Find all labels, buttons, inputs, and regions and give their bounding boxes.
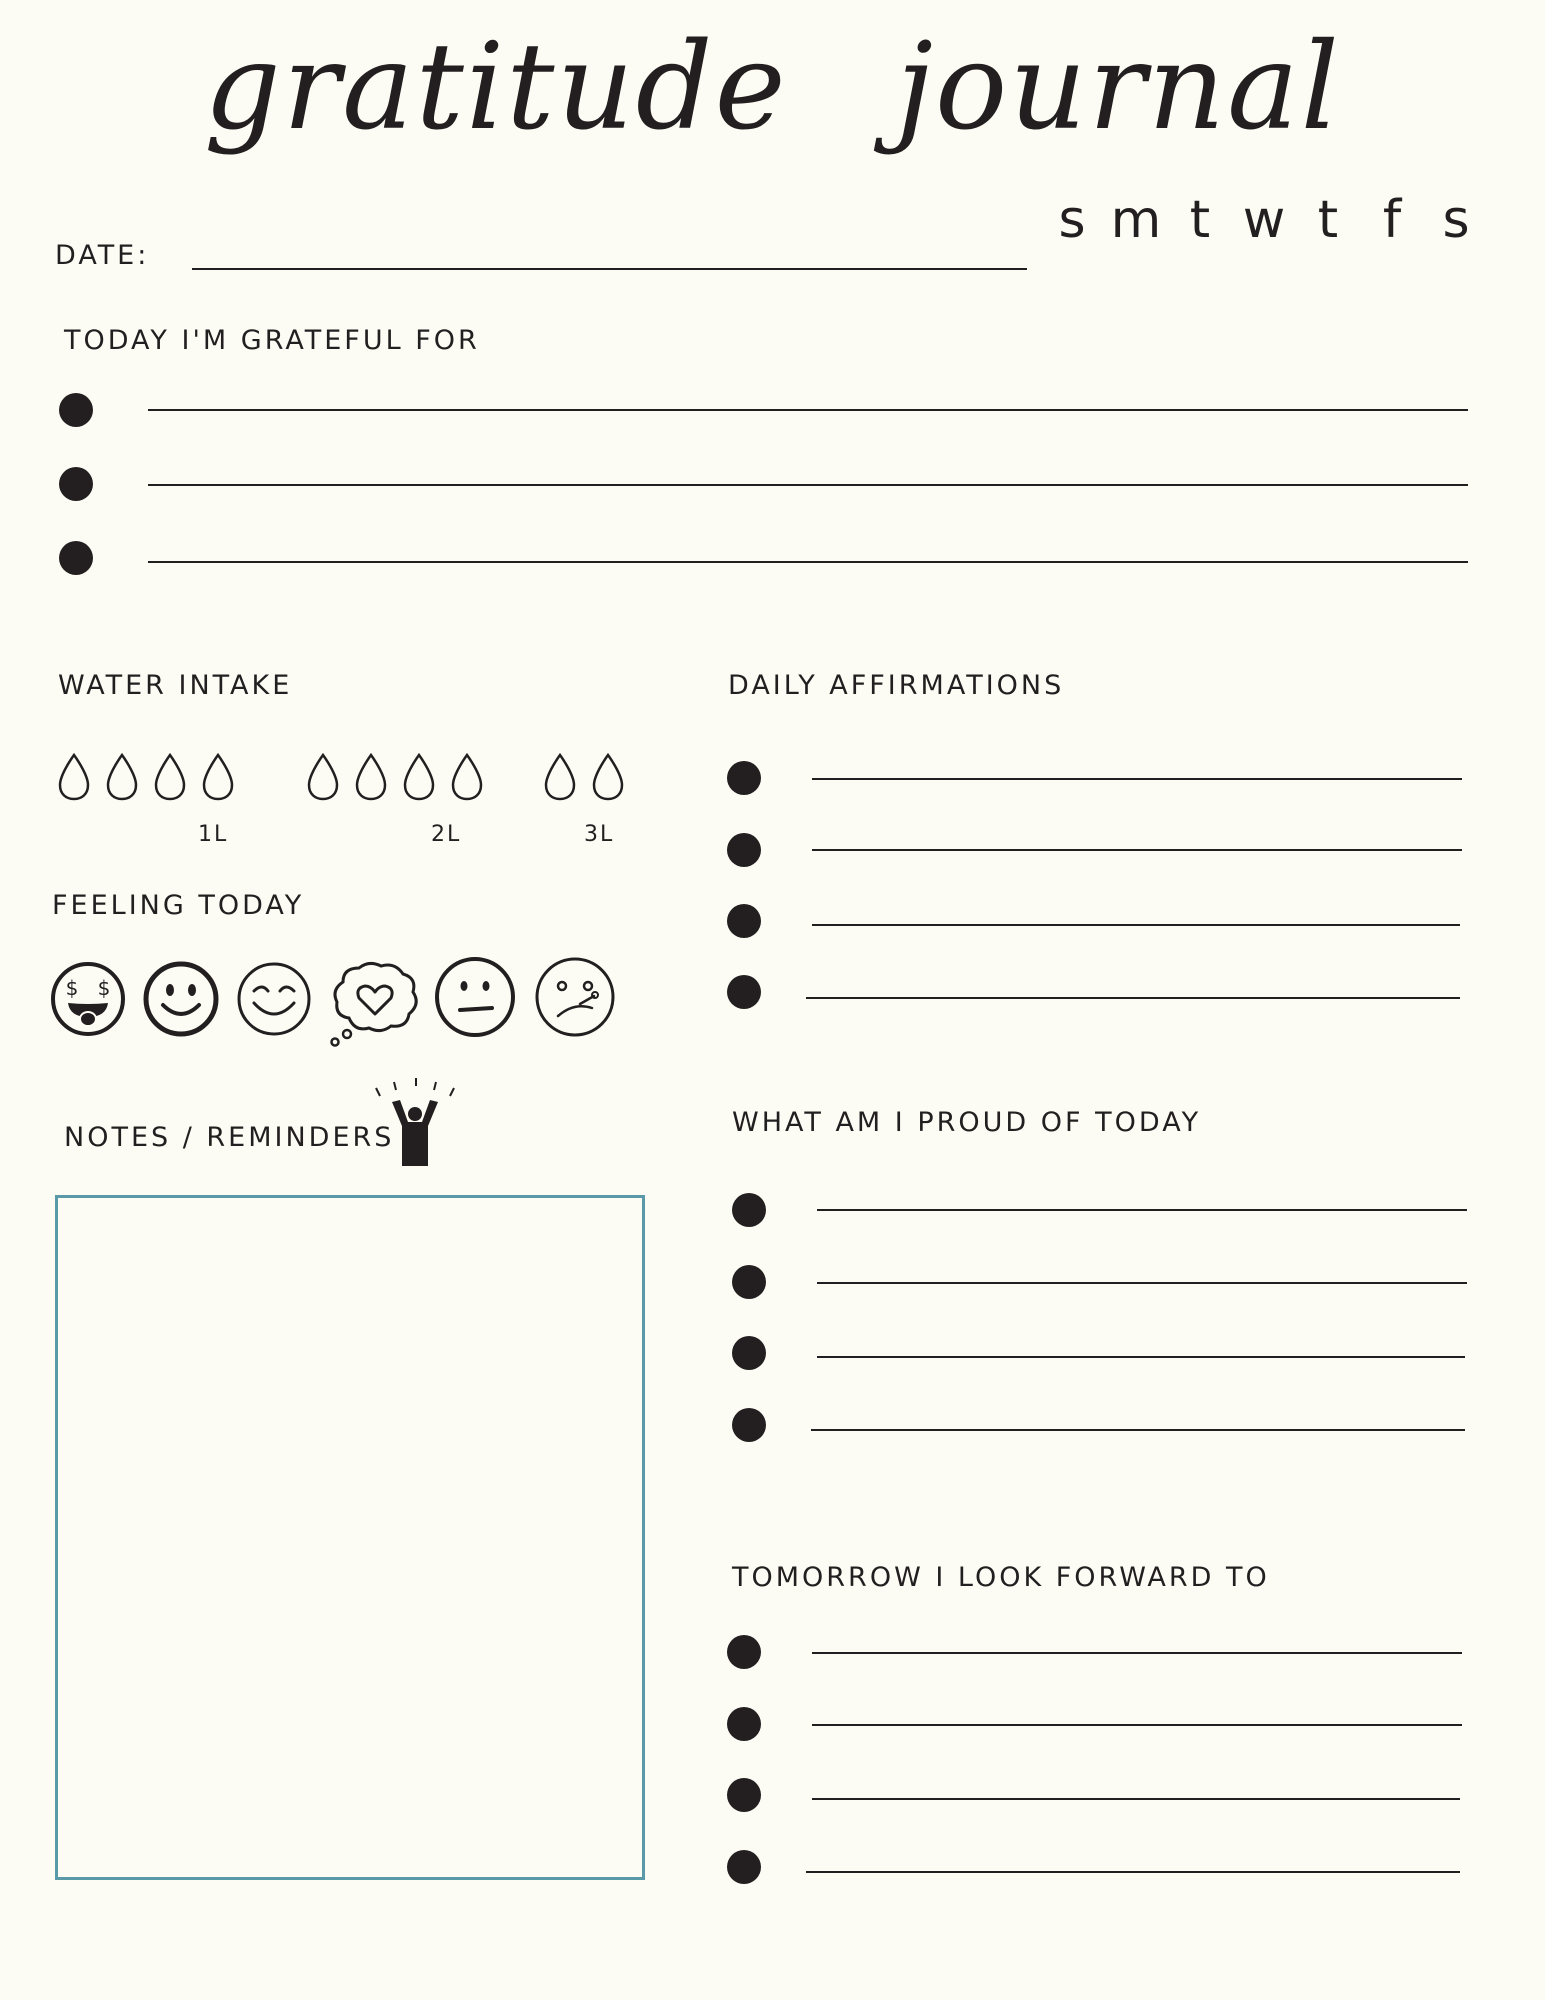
bullet-dot <box>727 1635 761 1669</box>
water-drop-icon[interactable] <box>402 752 436 802</box>
affirmations-heading: DAILY AFFIRMATIONS <box>728 670 1065 701</box>
notes-heading: NOTES / REMINDERS <box>64 1122 395 1153</box>
feeling-heading: FEELING TODAY <box>52 890 305 921</box>
money-face-icon[interactable] <box>50 961 126 1037</box>
grateful-heading: TODAY I'M GRATEFUL FOR <box>64 325 480 356</box>
weekday-selector <box>1040 190 1488 250</box>
sick-face-icon[interactable] <box>534 956 616 1038</box>
proud-heading: WHAT AM I PROUD OF TODAY <box>732 1107 1202 1138</box>
water-drop-icon[interactable] <box>105 752 139 802</box>
bullet-dot <box>727 975 761 1009</box>
title-word-journal: journal <box>895 18 1342 157</box>
smiling-face-icon[interactable] <box>143 961 219 1037</box>
grateful-line-3[interactable] <box>148 561 1468 563</box>
tomorrow-line-3[interactable] <box>812 1798 1460 1800</box>
weekday-monday[interactable]: m <box>1110 190 1162 250</box>
proud-line-4[interactable] <box>811 1429 1465 1431</box>
svg-text:$: $ <box>65 976 79 1000</box>
water-mark-2l: 2L <box>431 822 462 847</box>
happy-closed-eyes-face-icon[interactable] <box>236 961 312 1037</box>
water-drop-icon[interactable] <box>57 752 91 802</box>
bullet-dot <box>727 1850 761 1884</box>
bullet-dot <box>732 1336 766 1370</box>
date-label: DATE: <box>55 240 150 271</box>
water-drop-icon[interactable] <box>201 752 235 802</box>
grateful-line-1[interactable] <box>148 409 1468 411</box>
water-heading: WATER INTAKE <box>58 670 293 701</box>
neutral-face-icon[interactable] <box>434 956 516 1038</box>
bullet-dot <box>59 541 93 575</box>
bullet-dot <box>727 904 761 938</box>
svg-text:$: $ <box>97 976 111 1000</box>
weekday-sunday[interactable]: s <box>1058 190 1086 250</box>
bullet-dot <box>732 1193 766 1227</box>
bullet-dot <box>59 467 93 501</box>
proud-line-3[interactable] <box>817 1356 1465 1358</box>
water-drop-icon[interactable] <box>306 752 340 802</box>
title-word-gratitude: gratitude <box>203 18 788 157</box>
bullet-dot <box>727 1707 761 1741</box>
bullet-dot <box>727 761 761 795</box>
proud-line-1[interactable] <box>817 1209 1467 1211</box>
affirmation-line-3[interactable] <box>812 924 1460 926</box>
grateful-line-2[interactable] <box>148 484 1468 486</box>
affirmation-line-1[interactable] <box>812 778 1462 780</box>
water-mark-1l: 1L <box>198 822 229 847</box>
affirmation-line-2[interactable] <box>812 849 1462 851</box>
weekday-thursday[interactable]: t <box>1317 190 1339 250</box>
bullet-dot <box>59 393 93 427</box>
weekday-friday[interactable]: f <box>1382 190 1402 250</box>
tomorrow-line-2[interactable] <box>812 1724 1462 1726</box>
bullet-dot <box>732 1265 766 1299</box>
weekday-saturday[interactable]: s <box>1442 190 1470 250</box>
water-drop-icon[interactable] <box>153 752 187 802</box>
cheering-person-icon <box>372 1078 458 1168</box>
affirmation-line-4[interactable] <box>806 997 1460 999</box>
water-drop-icon[interactable] <box>450 752 484 802</box>
proud-line-2[interactable] <box>817 1282 1467 1284</box>
weekday-tuesday[interactable]: t <box>1189 190 1211 250</box>
water-mark-3l: 3L <box>584 822 615 847</box>
water-drop-icon[interactable] <box>543 752 577 802</box>
tomorrow-heading: TOMORROW I LOOK FORWARD TO <box>732 1562 1270 1593</box>
heart-thought-bubble-icon[interactable] <box>327 958 423 1050</box>
tomorrow-line-4[interactable] <box>806 1871 1460 1873</box>
water-drop-icon[interactable] <box>354 752 388 802</box>
bullet-dot <box>727 833 761 867</box>
date-line[interactable] <box>192 268 1027 270</box>
tomorrow-line-1[interactable] <box>812 1652 1462 1654</box>
page-title <box>0 18 1545 157</box>
bullet-dot <box>727 1778 761 1812</box>
notes-box[interactable] <box>55 1195 645 1880</box>
weekday-wednesday[interactable]: w <box>1242 190 1286 250</box>
bullet-dot <box>732 1408 766 1442</box>
water-drop-icon[interactable] <box>591 752 625 802</box>
